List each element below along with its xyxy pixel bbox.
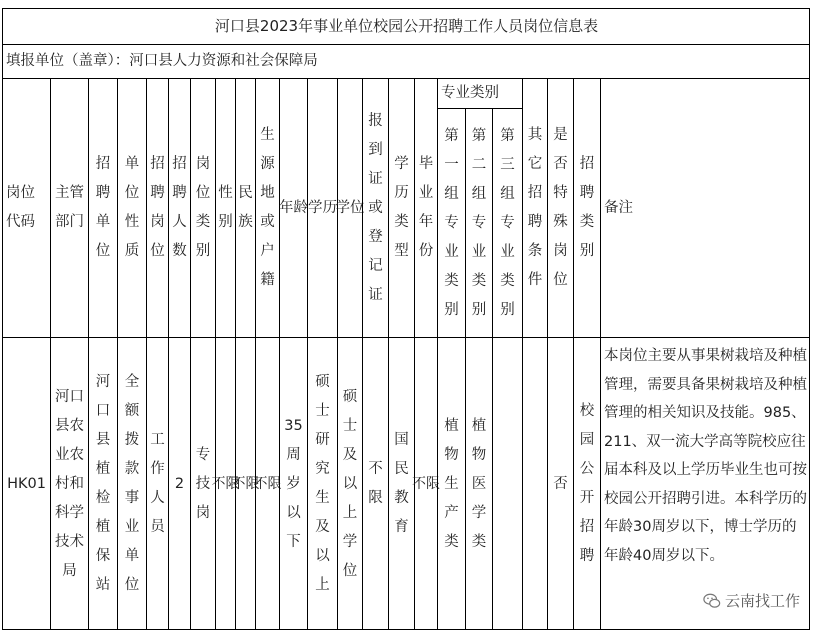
cell-origin: [253, 337, 282, 630]
cell-department: [50, 337, 88, 630]
header-education: [307, 78, 337, 337]
vertical-text: 性 别: [218, 185, 233, 230]
cell-certificate: [362, 337, 388, 630]
vertical-text: 工 作 人 员: [150, 432, 165, 535]
cell-other: [522, 337, 547, 630]
wrapped-text: 学历: [308, 199, 337, 216]
vertical-text: 报 到 证 或 登 记 证: [368, 112, 383, 303]
vertical-text: 招 聘 岗 位: [150, 156, 165, 259]
cell-edu-type: [388, 337, 414, 630]
header-major-2: [465, 108, 492, 337]
cell-education: [307, 337, 337, 630]
wrapped-text: 学位: [335, 199, 365, 216]
vertical-text: 生 源 地 或 户 籍: [260, 127, 275, 288]
header-post-code: [2, 78, 50, 337]
wrapped-text: 年龄: [279, 199, 308, 216]
cell-grad-year: [412, 337, 440, 630]
wrapped-text: 不限: [231, 475, 260, 492]
watermark-text: 云南找工作: [724, 592, 800, 610]
header-certificate: [362, 78, 388, 337]
table-title: 河口县2023年事业单位校园公开招聘工作人员岗位信息表: [2, 8, 810, 44]
cell-major-2: [465, 337, 492, 630]
vertical-text: 招 聘 类 别: [579, 156, 595, 259]
header-ethnicity: [235, 78, 255, 337]
header-employer: [88, 78, 117, 337]
header-major-1: [437, 108, 465, 337]
vertical-text: 硕 士 研 究 生 及 以 上: [315, 374, 330, 593]
cell-post-code: HK01: [2, 337, 50, 630]
header-grad-year: [414, 78, 437, 337]
header-origin: [255, 78, 279, 337]
header-position: [146, 78, 168, 337]
header-gender: [215, 78, 235, 337]
wrapped-text: 不限: [253, 475, 282, 492]
wrapped-text: 岗位 代码: [6, 185, 35, 230]
header-major-group: 专业类别: [437, 78, 522, 108]
vertical-text: 国 民 教 育: [394, 432, 409, 535]
vertical-text: 校 园 公 开 招 聘: [579, 403, 595, 564]
wrapped-text: 不限: [412, 475, 440, 492]
vertical-text: 毕 业 年 份: [418, 156, 434, 259]
header-special: [547, 78, 573, 337]
vertical-text: 学 历 类 型: [394, 156, 409, 259]
filing-unit: 填报单位（盖章）：河口县人力资源和社会保障局: [2, 44, 810, 78]
header-count: [168, 78, 190, 337]
header-edu-type: [388, 78, 414, 337]
vertical-text: 硕 士 及 以 上 学 位: [342, 388, 358, 579]
header-remarks: 备注: [600, 78, 810, 337]
cell-special: 否: [547, 337, 573, 630]
vertical-text: 第 二 组 专 业 类 别: [471, 127, 487, 318]
cell-remarks: 本岗位主要从事果树栽培及种植管理，需要具备果树栽培及种植管理的相关知识及技能。985、211、双一流大学高等院校应往届本科及以上学历毕业生也可按校园公开招聘引进。本科学历的年龄30周岁以下，博士学历的年龄40周岁以下。: [600, 337, 810, 630]
watermark: [703, 590, 800, 611]
vertical-text: 第 一 组 专 业 类 别: [444, 127, 459, 318]
vertical-text: 招 聘 人 数: [172, 156, 187, 259]
cell-ethnicity: [231, 337, 260, 630]
cell-unit-nature: [117, 337, 146, 630]
header-other: [522, 78, 547, 337]
vertical-text: 是 否 特 殊 岗 位: [553, 127, 568, 288]
vertical-text: 招 聘 单 位: [95, 156, 111, 259]
cell-major-1: [437, 337, 465, 630]
cell-age: [279, 337, 307, 630]
cell-count: 2: [168, 337, 190, 630]
vertical-text: 单 位 性 质: [124, 156, 140, 259]
vertical-text: 第 三 组 专 业 类 别: [500, 127, 515, 318]
cell-degree: [337, 337, 362, 630]
wrapped-text: 不限: [211, 475, 240, 492]
header-recruit-type: [573, 78, 600, 337]
header-age: [279, 78, 307, 337]
header-post-type: [190, 78, 215, 337]
cell-major-3: [492, 337, 522, 630]
wrapped-text: 主管 部门: [55, 185, 84, 230]
vertical-text: 其 它 招 聘 条 件: [527, 127, 543, 288]
cell-recruit-type: [573, 337, 600, 630]
header-unit-nature: [117, 78, 146, 337]
vertical-text: 民 族: [238, 185, 253, 230]
vertical-text: 植 物 医 学 类: [471, 417, 487, 550]
vertical-text: 全 额 拨 款 事 业 单 位: [124, 374, 140, 593]
vertical-text: 不 限: [368, 461, 383, 506]
wrapped-text: 河口 县农 业农 村和 科学 技术 局: [55, 388, 84, 579]
header-major-3: [492, 108, 522, 337]
vertical-text: 河 口 县 植 检 植 保 站: [95, 374, 111, 593]
vertical-text: 专 技 岗: [195, 446, 211, 521]
header-degree: [335, 78, 365, 337]
cell-position: [146, 337, 168, 630]
vertical-text: 植 物 生 产 类: [444, 417, 459, 550]
age-text: 35 周 岁 以 下: [284, 417, 303, 550]
header-department: [50, 78, 88, 337]
cell-employer: [88, 337, 117, 630]
vertical-text: 岗 位 类 别: [195, 156, 211, 259]
wechat-icon: [703, 592, 721, 610]
